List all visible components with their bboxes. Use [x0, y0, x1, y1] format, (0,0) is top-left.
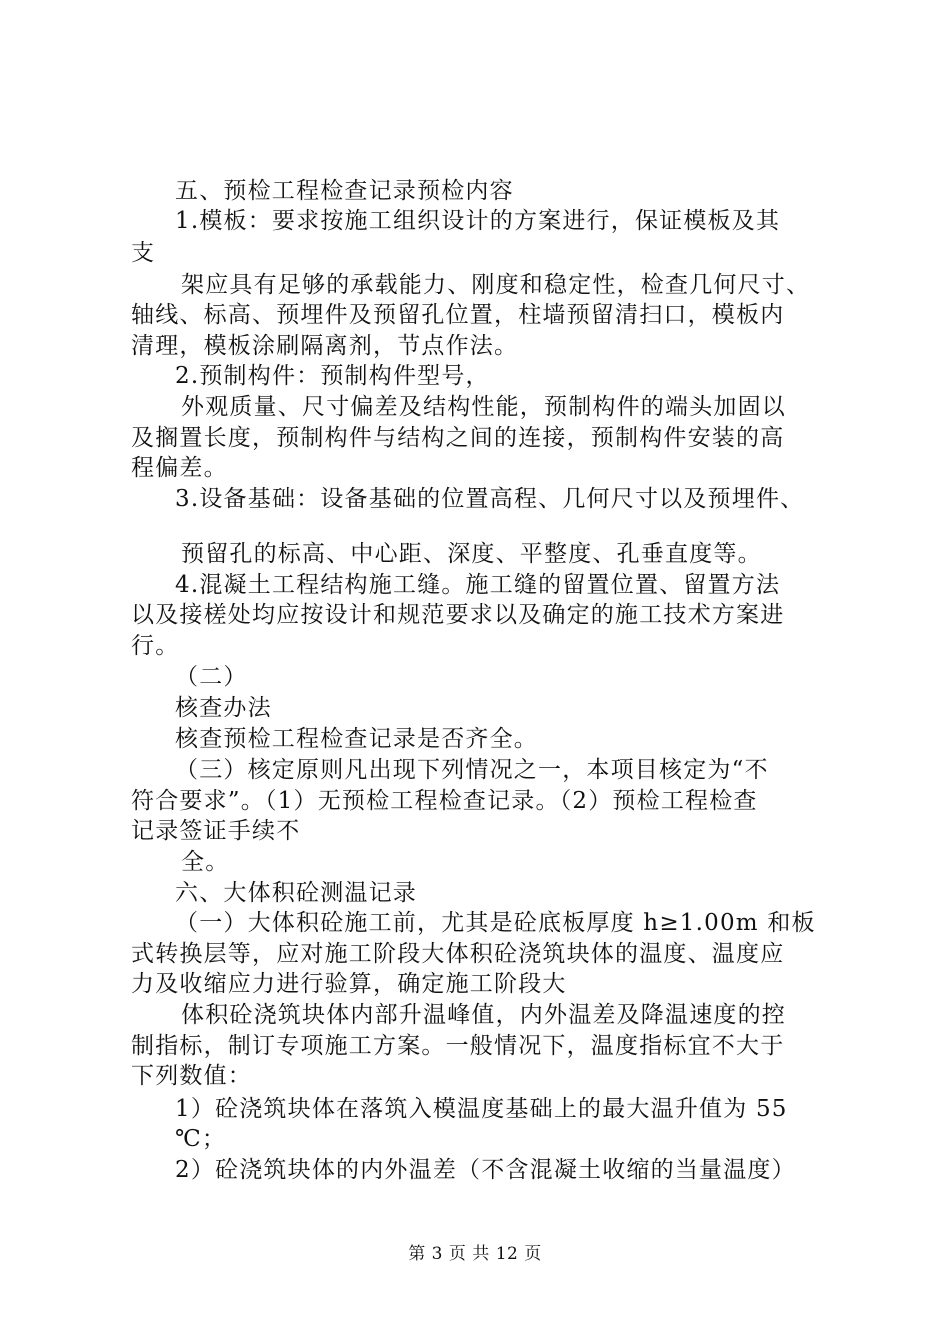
- paragraph-line: 下列数值：: [131, 1063, 252, 1089]
- paragraph-line: 符合要求”。（1）无预检工程检查记录。（2）预检工程检查: [131, 788, 758, 814]
- paragraph-line: 支: [131, 240, 156, 266]
- paragraph-line: 程偏差。: [131, 455, 228, 481]
- paragraph-line: 力及收缩应力进行验算，确定施工阶段大: [131, 971, 567, 997]
- paragraph-line: 全。: [181, 849, 230, 875]
- paragraph-line: 外观质量、尺寸偏差及结构性能，预制构件的端头加固以: [181, 394, 786, 420]
- paragraph-line: 2.预制构件：预制构件型号，: [175, 363, 490, 389]
- paragraph-line: 4.混凝土工程结构施工缝。施工缝的留置位置、留置方法: [175, 572, 781, 598]
- paragraph-line: 行。: [131, 633, 180, 659]
- section-heading-6: 六、大体积砼测温记录: [175, 880, 417, 906]
- page-number-footer: 第 3 页 共 12 页: [408, 1244, 542, 1264]
- paragraph-line: 清理，模板涂刷隔离剂，节点作法。: [131, 333, 519, 359]
- paragraph-line: 式转换层等，应对施工阶段大体积砼浇筑块体的温度、温度应: [131, 941, 785, 967]
- list-item-continuation: ℃；: [175, 1126, 227, 1152]
- paragraph-line: 及搁置长度，预制构件与结构之间的连接，预制构件安装的高: [131, 425, 785, 451]
- paragraph-line: 核查预检工程检查记录是否齐全。: [175, 726, 538, 752]
- list-item: 2）砼浇筑块体的内外温差（不含混凝土收缩的当量温度）: [175, 1157, 796, 1183]
- paragraph-line: 架应具有足够的承载能力、刚度和稳定性，检查几何尺寸、: [181, 272, 811, 298]
- paragraph-line: 预留孔的标高、中心距、深度、平整度、孔垂直度等。: [181, 541, 762, 567]
- paragraph-line: （一）大体积砼施工前，尤其是砼底板厚度 h≥1.00m 和板: [175, 910, 816, 936]
- paragraph-line: 3.设备基础：设备基础的位置高程、几何尺寸以及预埋件、: [175, 486, 805, 512]
- paragraph-line: 体积砼浇筑块体内部升温峰值，内外温差及降温速度的控: [181, 1002, 786, 1028]
- list-item: 1）砼浇筑块体在落筑入模温度基础上的最大温升值为 55: [175, 1096, 788, 1122]
- subsection-marker: （二）: [175, 664, 248, 690]
- subsection-heading: 核查办法: [175, 695, 272, 721]
- section-heading-5: 五、预检工程检查记录预检内容: [175, 178, 514, 204]
- paragraph-line: 记录签证手续不: [131, 818, 301, 844]
- paragraph-line: 制指标，制订专项施工方案。一般情况下，温度指标宜不大于: [131, 1033, 785, 1059]
- paragraph-line: 轴线、标高、预埋件及预留孔位置，柱墙预留清扫口，模板内: [131, 302, 785, 328]
- paragraph-line: （三）核定原则凡出现下列情况之一，本项目核定为“不: [175, 757, 769, 783]
- paragraph-line: 以及接槎处均应按设计和规范要求以及确定的施工技术方案进: [131, 602, 785, 628]
- paragraph-line: 1.模板：要求按施工组织设计的方案进行，保证模板及其: [175, 208, 781, 234]
